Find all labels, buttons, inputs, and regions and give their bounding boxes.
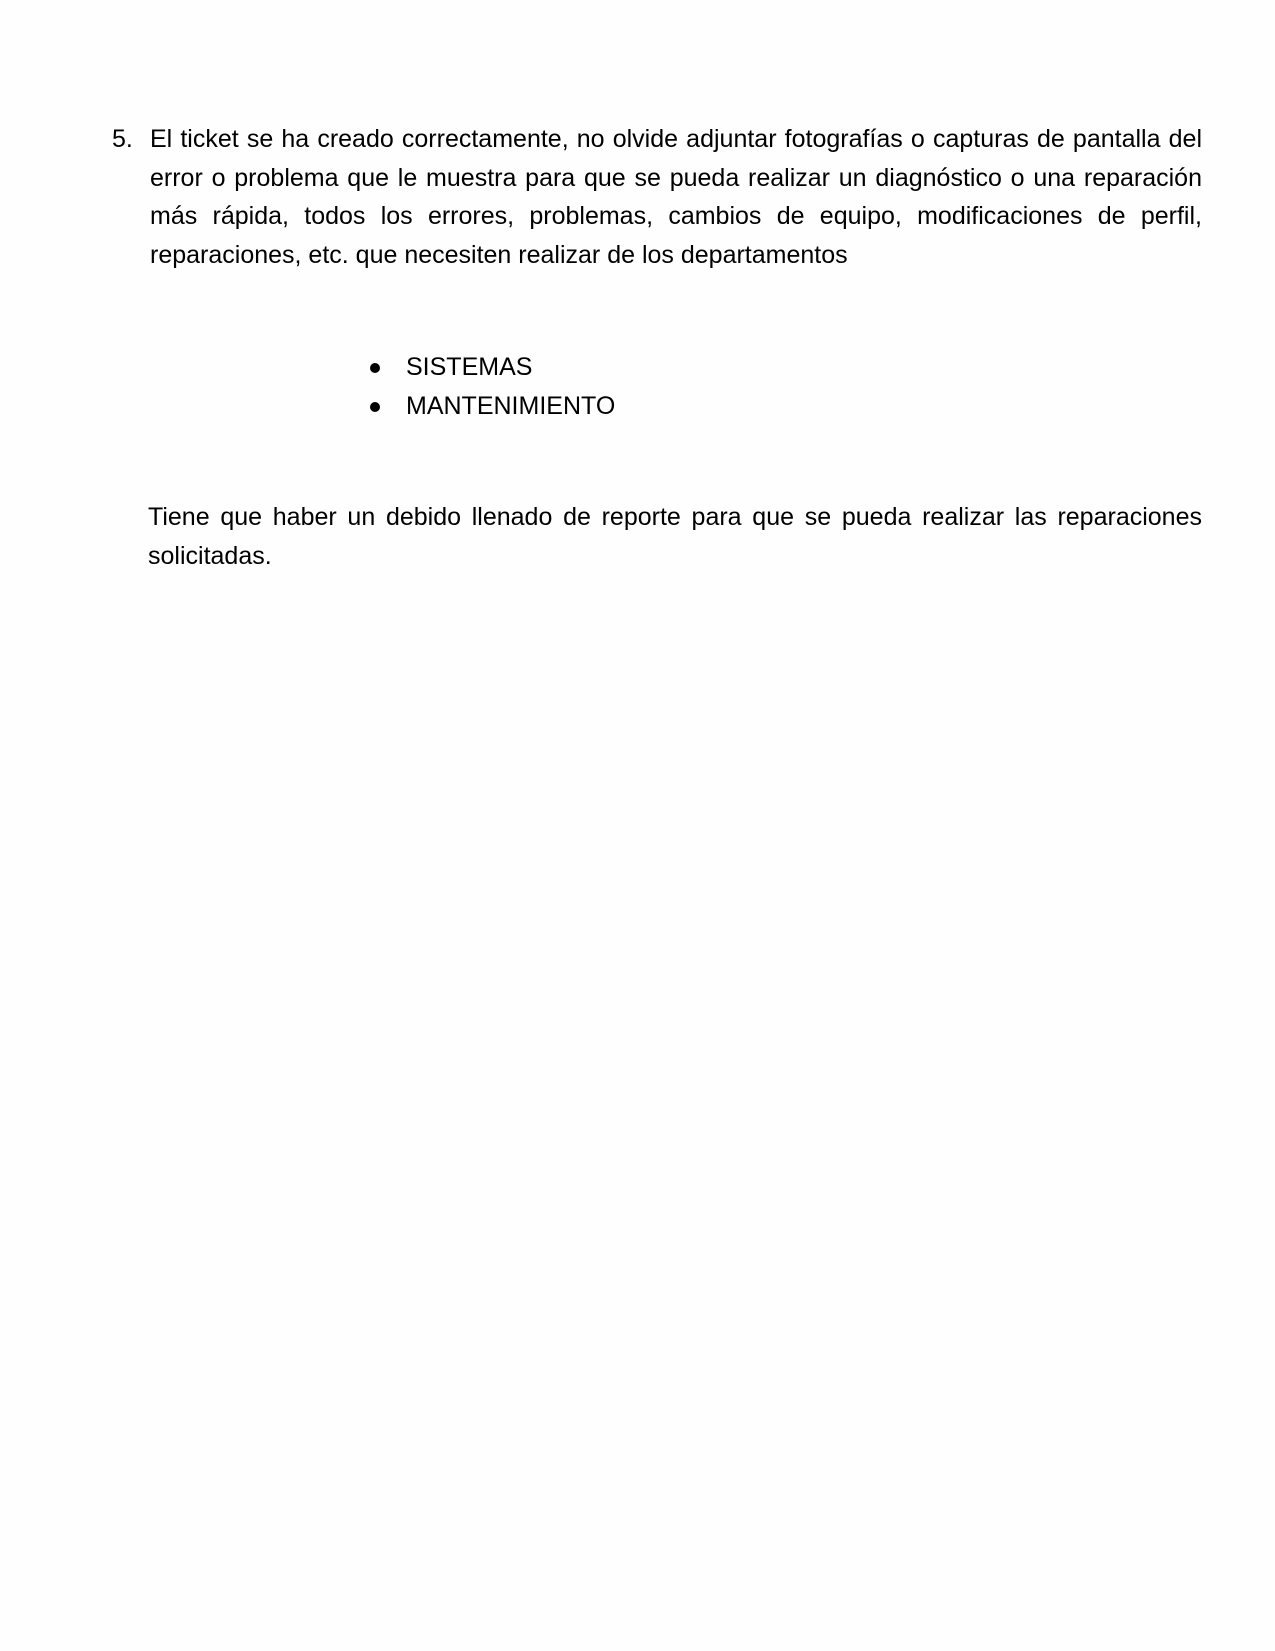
department-label: SISTEMAS [406,353,533,381]
closing-paragraph: Tiene que haber un debido llenado de reporte para que se pueda realizar las reparaciones solicitadas. [148,503,1202,570]
step-number: 5. [112,125,133,153]
departments-list [370,348,615,426]
bullet-icon [370,402,380,412]
department-label: MANTENIMIENTO [406,392,616,420]
bullet-icon [370,363,380,373]
list-item [370,348,615,387]
list-item [370,387,615,426]
step-text: El ticket se ha creado correctamente, no olvide adjuntar fotografías o capturas de pantalla del error o problema que le muestra para que se pueda realizar un diagnóstico o una reparación más rápida, todos los errores, problemas, cambios de equipo, modificaciones de perfil, reparaciones, etc. que necesiten realizar de los departamentos [150,125,1202,269]
numbered-step [112,120,1202,274]
